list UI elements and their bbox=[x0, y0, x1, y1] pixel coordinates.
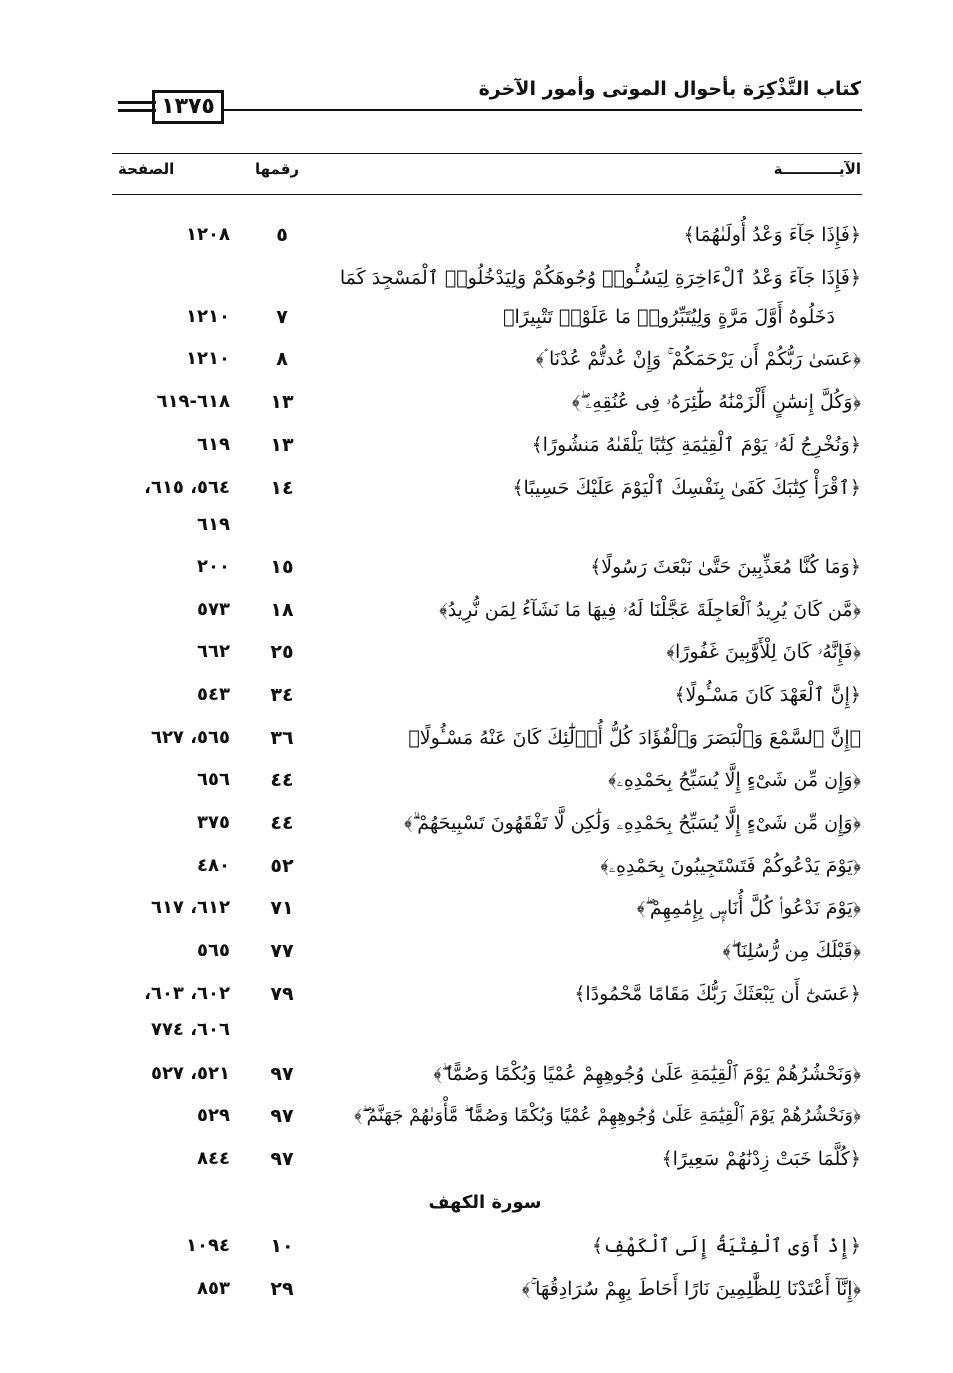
ayah-number: ١٨ bbox=[270, 599, 294, 621]
ayah-text: ﴿قَبْلَكَ مِن رُّسُلِنَا ۖ﴾ bbox=[722, 940, 861, 962]
table-row bbox=[0, 425, 953, 465]
column-header-ayah: الآيـــــــــــة bbox=[773, 160, 861, 178]
table-row bbox=[0, 258, 953, 298]
ayah-number: ٧١ bbox=[270, 897, 294, 919]
book-title: كتاب التَّذْكِرَة بأحوال الموتى وأمور الآخرة bbox=[478, 78, 861, 100]
ayah-text: ﴿مَّن كَانَ يُرِيدُ ٱلْعَاجِلَةَ عَجَّلْنَا لَهُۥ فِيهَا مَا نَشَآءُ لِمَن نُّرِيدُ﴾ bbox=[439, 599, 861, 621]
table-row bbox=[0, 974, 953, 1014]
table-row bbox=[0, 803, 953, 843]
page-reference: ٥٢٩ bbox=[197, 1105, 230, 1126]
page-reference: ٦٥٦ bbox=[197, 769, 230, 790]
table-row bbox=[0, 1054, 953, 1094]
ayah-text: ﴿وَإِن مِّن شَىْءٍ إِلَّا يُسَبِّحُ بِحَمْدِهِۦ وَلَٰكِن لَّا تَفْقَهُونَ تَسْبِيحَهُمْ ۗ﴾ bbox=[404, 812, 861, 834]
table-row bbox=[0, 760, 953, 800]
column-header-page: الصفحة bbox=[118, 160, 175, 178]
table-top-rule bbox=[112, 153, 862, 154]
ayah-number: ١٠ bbox=[270, 1235, 294, 1257]
table-row bbox=[0, 1096, 953, 1136]
table-row bbox=[0, 632, 953, 672]
table-row bbox=[0, 675, 953, 715]
ayah-text: ﴿وَكُلَّ إِنسَٰنٍ أَلْزَمْنَٰهُ طَٰٓئِرَهُۥ فِى عُنُقِهِۦ ۖ﴾ bbox=[571, 391, 861, 413]
table-row bbox=[0, 590, 953, 630]
table-row bbox=[0, 1139, 953, 1179]
table-row bbox=[0, 1010, 953, 1050]
page-reference: ٦١٨-٦١٩ bbox=[156, 391, 230, 412]
table-row bbox=[0, 718, 953, 758]
ayah-text: ﴿إِنَّآ أَعْتَدْنَا لِلظَّٰلِمِينَ نَارًا أَحَاطَ بِهِمْ سُرَادِقُهَا ۚ﴾ bbox=[521, 1278, 861, 1300]
page-reference: ٦١٩ bbox=[197, 434, 230, 455]
table-row bbox=[0, 297, 953, 337]
ayah-number: ٣٤ bbox=[270, 684, 294, 706]
table-row bbox=[0, 547, 953, 587]
page-reference: ٥٦٥ bbox=[197, 940, 230, 961]
table-row bbox=[0, 888, 953, 928]
header-double-rule-top bbox=[118, 101, 156, 104]
column-header-number: رقمها bbox=[255, 160, 300, 178]
page-reference: ٦٦٢ bbox=[197, 641, 230, 662]
ayah-number: ٢٥ bbox=[270, 641, 294, 663]
page-reference: ٨٤٤ bbox=[197, 1148, 230, 1169]
ayah-number: ٣٦ bbox=[270, 727, 294, 749]
ayah-number: ٧٩ bbox=[270, 983, 294, 1005]
page-reference: ٥٤٣ bbox=[197, 684, 230, 705]
ayah-number: ٩٧ bbox=[270, 1148, 294, 1170]
ayah-text: ﴿فَإِذَا جَآءَ وَعْدُ أُولَىٰهُمَا﴾ bbox=[683, 224, 861, 246]
ayah-number: ١٥ bbox=[270, 556, 294, 578]
ayah-number: ٤٤ bbox=[270, 812, 294, 834]
ayah-text: ﴿فَإِذَا جَآءَ وَعْدُ ٱلْءَاخِرَةِ لِيَسُـُٔوا۟ وُجُوهَكُمْ وَلِيَدْخُلُوا۟ ٱلْمَسْجِدَ كَمَا bbox=[339, 267, 861, 289]
page-reference: ٢٠٠ bbox=[197, 556, 230, 577]
ayah-text: ﴿وَإِن مِّن شَىْءٍ إِلَّا يُسَبِّحُ بِحَمْدِهِۦ﴾ bbox=[608, 769, 861, 791]
ayah-number: ٥٢ bbox=[270, 855, 294, 877]
table-row bbox=[0, 1269, 953, 1309]
table-row bbox=[0, 382, 953, 422]
ayah-number: ٥ bbox=[276, 224, 288, 246]
ayah-number: ٩٧ bbox=[270, 1105, 294, 1127]
table-row bbox=[0, 339, 953, 379]
page-reference: ٦١٢، ٦١٧ bbox=[150, 897, 230, 918]
ayah-text: ﴿وَمَا كُنَّا مُعَذِّبِينَ حَتَّىٰ نَبْعَثَ رَسُولًا﴾ bbox=[590, 556, 861, 578]
table-row bbox=[0, 505, 953, 545]
ayah-number: ٩٧ bbox=[270, 1063, 294, 1085]
ayah-number: ٤٤ bbox=[270, 769, 294, 791]
page-reference: ٣٧٥ bbox=[197, 812, 230, 833]
page-reference: ٥٦٥، ٦٢٧ bbox=[150, 727, 230, 748]
ayah-text: ﴿يَوْمَ يَدْعُوكُمْ فَتَسْتَجِيبُونَ بِحَمْدِهِۦ﴾ bbox=[600, 855, 861, 877]
ayah-text: ﴿فَإِنَّهُۥ كَانَ لِلْأَوَّٰبِينَ غَفُورًا﴾ bbox=[666, 641, 861, 663]
table-header-rule bbox=[112, 194, 862, 195]
page-reference: ١٢٠٨ bbox=[186, 224, 230, 245]
page-reference: ٥٢١، ٥٢٧ bbox=[150, 1063, 230, 1084]
page-reference: ١٢١٠ bbox=[186, 348, 230, 369]
ayah-text: دَخَلُوهُ أَوَّلَ مَرَّةٍ وَلِيُتَبِّرُوا۟ مَا عَلَوْا۟ تَتْبِيرًا﴾ bbox=[503, 306, 835, 328]
surah-title: سورة الكهف bbox=[428, 1192, 542, 1213]
ayah-number: ٨ bbox=[276, 348, 288, 370]
ayah-text: ﴿يَوْمَ نَدْعُوا۟ كُلَّ أُنَاسٍۭ بِإِمَٰمِهِمْ ۖ﴾ bbox=[636, 897, 861, 919]
ayah-text: ﴿ٱقْرَأْ كِتَٰبَكَ كَفَىٰ بِنَفْسِكَ ٱلْيَوْمَ عَلَيْكَ حَسِيبًا﴾ bbox=[512, 477, 861, 499]
ayah-text: ﴿كُلَّمَا خَبَتْ زِدْنَٰهُمْ سَعِيرًا﴾ bbox=[661, 1148, 861, 1170]
ayah-text: ﴿وَنَحْشُرُهُمْ يَوْمَ ٱلْقِيَٰمَةِ عَلَىٰ وُجُوهِهِمْ عُمْيًا وَبُكْمًا وَصُمًّا ۖ مَّأْوَىٰهُمْ جَهَنَّمُ ۖ﴾ bbox=[354, 1105, 861, 1126]
ayah-number: ١٣ bbox=[270, 434, 294, 456]
ayah-text: ﴿إِذْ أَوَى ٱلْفِتْيَةُ إِلَى ٱلْكَهْفِ﴾ bbox=[591, 1235, 861, 1257]
page-reference: ٦٠٢، ٦٠٣، bbox=[144, 983, 230, 1004]
ayah-text: ﴿عَسَىٰٓ أَن يَبْعَثَكَ رَبُّكَ مَقَامًا مَّحْمُودًا﴾ bbox=[574, 983, 861, 1005]
page-reference: ٥٧٣ bbox=[197, 599, 230, 620]
ayah-number: ١٤ bbox=[270, 477, 294, 499]
ayah-number: ٢٩ bbox=[270, 1278, 294, 1300]
page-reference: ٨٥٣ bbox=[197, 1278, 230, 1299]
table-row bbox=[0, 846, 953, 886]
ayah-text: ﴿إِنَّ ٱلسَّمْعَ وَٱلْبَصَرَ وَٱلْفُؤَادَ كُلُّ أُو۟لَٰٓئِكَ كَانَ عَنْهُ مَسْـُٔولًا﴾ bbox=[408, 727, 861, 749]
table-row bbox=[0, 931, 953, 971]
table-row bbox=[0, 215, 953, 255]
page-reference: ١٠٩٤ bbox=[186, 1235, 230, 1256]
page-reference: ٤٨٠ bbox=[197, 855, 230, 876]
page-reference: ٦٠٦، ٧٧٤ bbox=[150, 1019, 230, 1040]
ayah-text: ﴿وَنُخْرِجُ لَهُۥ يَوْمَ ٱلْقِيَٰمَةِ كِتَٰبًا يَلْقَىٰهُ مَنشُورًا﴾ bbox=[531, 434, 861, 456]
page-reference: ١٢١٠ bbox=[186, 306, 230, 327]
page-number: ١٣٧٥ bbox=[152, 90, 224, 124]
table-row bbox=[0, 1226, 953, 1266]
ayah-number: ١٣ bbox=[270, 391, 294, 413]
ayah-text: ﴿وَنَحْشُرُهُمْ يَوْمَ ٱلْقِيَٰمَةِ عَلَىٰ وُجُوهِهِمْ عُمْيًا وَبُكْمًا وَصُمًّا ۖ﴾ bbox=[433, 1063, 861, 1085]
page-reference: ٦١٩ bbox=[197, 514, 230, 535]
header-rule bbox=[224, 109, 862, 111]
ayah-number: ٧٧ bbox=[270, 940, 294, 962]
table-row bbox=[0, 468, 953, 508]
header-double-rule-bottom bbox=[118, 109, 156, 112]
page-reference: ٥٦٤، ٦١٥، bbox=[144, 477, 230, 498]
ayah-text: ﴿عَسَىٰ رَبُّكُمْ أَن يَرْحَمَكُمْ ۚ وَإِنْ عُدتُّمْ عُدْنَا ۘ﴾ bbox=[535, 348, 861, 370]
ayah-number: ٧ bbox=[276, 306, 288, 328]
ayah-text: ﴿إِنَّ ٱلْعَهْدَ كَانَ مَسْـُٔولًا﴾ bbox=[674, 684, 861, 706]
